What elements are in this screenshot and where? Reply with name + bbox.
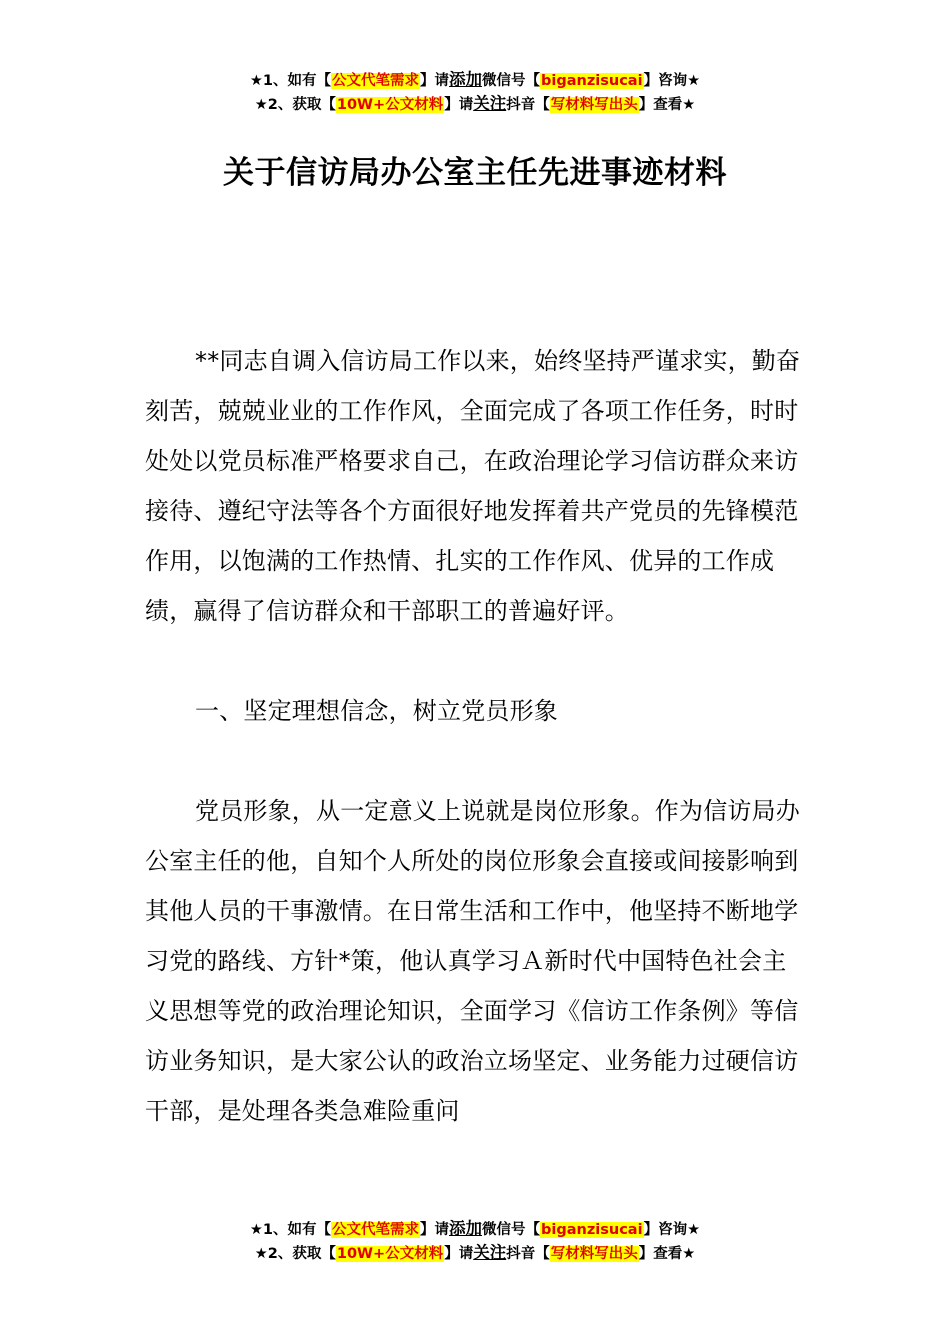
banner-text: 微信号【 [482,1222,541,1238]
banner-highlight: biganzisucai [541,73,643,89]
banner-line-2 [0,1241,950,1265]
banner-emphasis: 添加 [449,70,483,89]
banner-highlight: 10W+公文材料 [336,97,444,113]
banner-highlight: 写材料写出头 [550,1246,638,1262]
banner-emphasis: 添加 [449,1219,483,1238]
banner-line-2 [0,92,950,116]
banner-line-1 [0,1217,950,1241]
banner-text: 】咨询★ [643,1222,701,1238]
document-title: 关于信访局办公室主任先进事迹材料 [223,155,727,191]
banner-emphasis: 关注 [473,94,507,113]
body-paragraph: 党员形象，从一定意义上说就是岗位形象。作为信访局办公室主任的他，自知个人所处的岗位形象会直接或间接影响到其他人员的干事激情。在日常生活和工作中，他坚持不断地学习党的路线、方针*策，他认真学习Ａ新时代中国特色社会主义思想等党的政治理论知识，全面学习《信访工作条例》等信访业务知识，是大家公认的政治立场坚定、业务能力过硬信访干部，是处理各类急难险重问 [145,797,800,1125]
section-heading: 一、坚定理想信念，树立党员形象 [195,697,558,725]
banner-text: ★1、如有【 [249,1222,332,1238]
banner-text: 】请 [444,97,474,113]
document-body [145,336,807,1186]
banner-text: 抖音【 [506,1246,550,1262]
banner-highlight: 公文代笔需求 [332,73,420,89]
banner-text: ★2、获取【 [254,1246,336,1262]
banner-text: 】请 [420,73,450,89]
banner-text: 】查看★ [638,1246,696,1262]
header-banner [0,68,950,116]
body-paragraph: **同志自调入信访局工作以来，始终坚持严谨求实，勤奋刻苦，兢兢业业的工作作风，全面完成了各项工作任务，时时处处以党员标准严格要求自己，在政治理论学习信访群众来访接待、遵纪守法等各个方面很好地发挥着共产党员的先锋模范作用，以饱满的工作热情、扎实的工作作风、优异的工作成绩，赢得了信访群众和干部职工的普遍好评。 [145,347,801,625]
footer-banner [0,1217,950,1265]
banner-text: 抖音【 [506,97,550,113]
banner-highlight: 公文代笔需求 [332,1222,420,1238]
banner-line-1 [0,68,950,92]
banner-text: ★2、获取【 [254,97,336,113]
banner-text: 】请 [420,1222,450,1238]
banner-text: ★1、如有【 [249,73,332,89]
banner-text: 微信号【 [482,73,541,89]
banner-text: 】咨询★ [643,73,701,89]
banner-highlight: 写材料写出头 [550,97,638,113]
banner-highlight: 10W+公文材料 [336,1246,444,1262]
banner-text: 】请 [444,1246,474,1262]
banner-emphasis: 关注 [473,1243,507,1262]
banner-text: 】查看★ [638,97,696,113]
banner-highlight: biganzisucai [541,1222,643,1238]
